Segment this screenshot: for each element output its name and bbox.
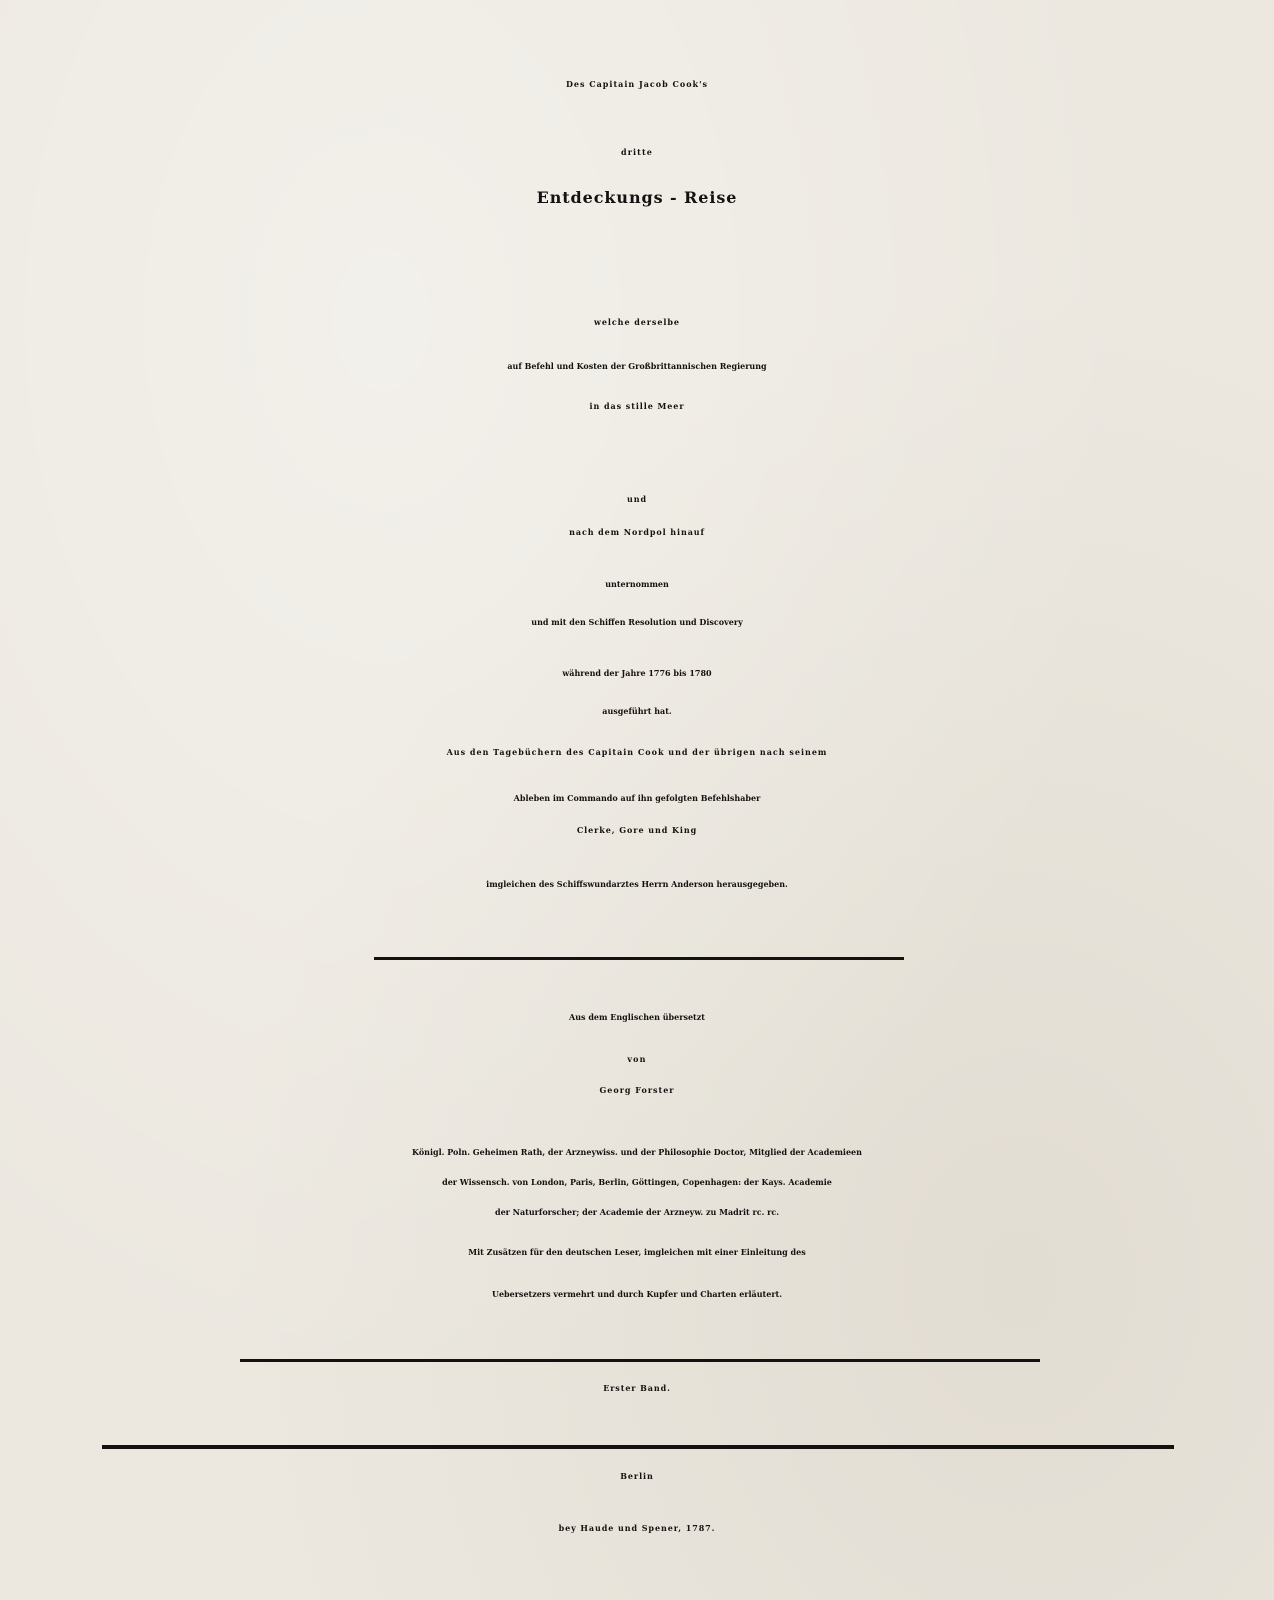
translator-titles-line-1: Königl. Poln. Geheimen Rath, der Arzneywiss. und der Philosophie Doctor, Mitglied der Academieen: [412, 1147, 862, 1157]
title-line-tagebuechern: Aus den Tagebüchern des Capitain Cook und der übrigen nach seinem: [446, 747, 828, 757]
translator-von: von: [627, 1054, 647, 1064]
divider-rule-1: [374, 957, 904, 960]
title-line-cook: Des Capitain Jacob Cook's: [565, 79, 709, 89]
title-line-befehl: auf Befehl und Kosten der Großbrittannischen Regierung: [507, 361, 767, 371]
title-line-welche: welche derselbe: [594, 317, 680, 327]
title-line-dritte: dritte: [621, 147, 653, 157]
translator-titles-line-2: der Wissensch. von London, Paris, Berlin, Göttingen, Copenhagen: der Kays. Academie: [442, 1177, 832, 1187]
title-line-nordpol: nach dem Nordpol hinauf: [569, 527, 705, 537]
title-line-ableben: Ableben im Commando auf ihn gefolgten Befehlshaber: [513, 793, 761, 803]
title-line-und: und: [626, 494, 648, 504]
title-line-clerke-gore-king: Clerke, Gore und King: [576, 825, 698, 835]
divider-rule-2: [240, 1359, 1040, 1362]
translator-name: Georg Forster: [599, 1085, 675, 1095]
title-line-anderson: imgleichen des Schiffswundarztes Herrn Anderson herausgegeben.: [486, 879, 788, 889]
volume-label: Erster Band.: [603, 1383, 671, 1393]
title-line-unternommen: unternommen: [605, 579, 669, 589]
divider-rule-3: [102, 1445, 1174, 1449]
additions-line-1: Mit Zusätzen für den deutschen Leser, imgleichen mit einer Einleitung des: [468, 1247, 806, 1257]
title-line-entdeckungs-reise: Entdeckungs - Reise: [536, 188, 738, 207]
title-line-stille-meer: in das stille Meer: [589, 401, 685, 411]
title-line-jahre: während der Jahre 1776 bis 1780: [562, 668, 712, 678]
imprint-publisher: bey Haude und Spener, 1787.: [558, 1523, 716, 1533]
additions-line-2: Uebersetzers vermehrt und durch Kupfer und Charten erläutert.: [491, 1289, 783, 1299]
translator-intro: Aus dem Englischen übersetzt: [569, 1012, 705, 1022]
imprint-place: Berlin: [620, 1471, 654, 1481]
translator-titles-line-3: der Naturforscher; der Academie der Arzneyw. zu Madrit rc. rc.: [494, 1207, 780, 1217]
title-line-schiffen: und mit den Schiffen Resolution und Discovery: [531, 617, 743, 627]
title-line-ausgefuehrt: ausgeführt hat.: [602, 706, 672, 716]
